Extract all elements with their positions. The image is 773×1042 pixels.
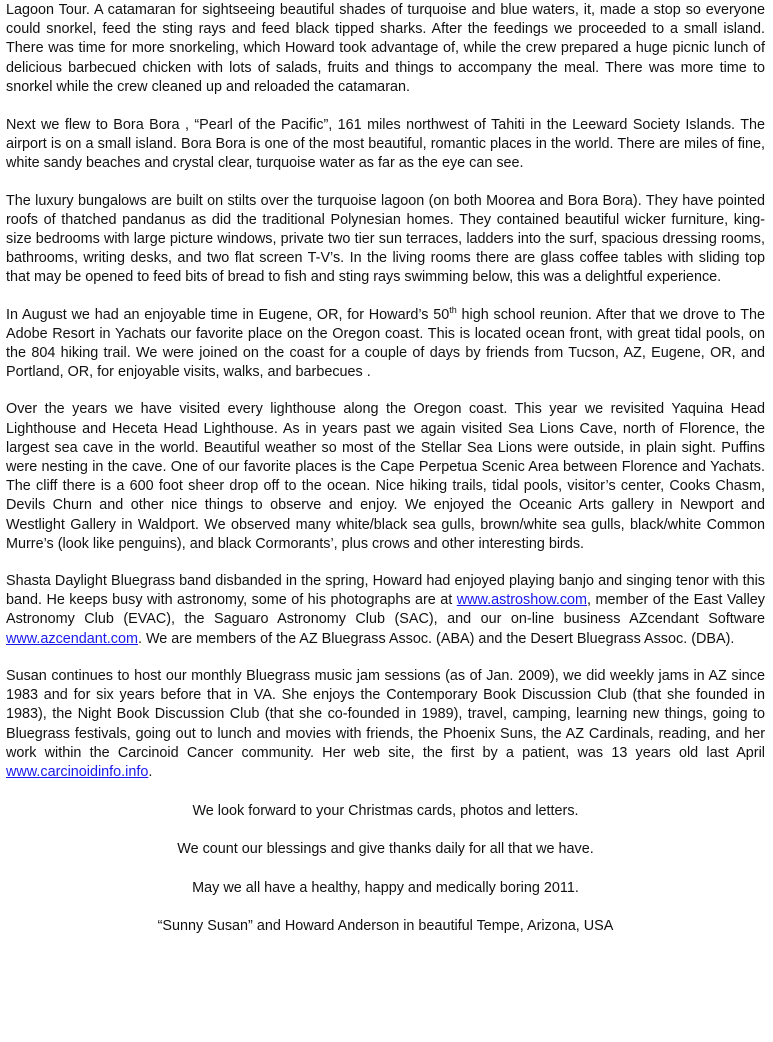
azcendant-link[interactable]: www.azcendant.com	[6, 630, 138, 647]
paragraph-bungalows: The luxury bungalows are built on stilts over the turquoise lagoon (on both Moorea and Bora Bora). They have pointed roofs of thatched pandanus as did the traditional Polynesian homes. They contained beautiful wicker furniture, king-size bedrooms with large picture windows, private two tier sun terraces, ladders into the surf, spacious dressing rooms, bathrooms, writing desks, and two flat screen T-V’s. In the living rooms there are glass coffee tables with sliding top that may be opened to feed bits of bread to fish and sting rays swimming below, this was a delightful experience.	[6, 192, 765, 286]
howard-text-start: Shasta Daylight Bluegrass band disbanded in the spring, Howard had enjoyed playing banjo and singing tenor with this band. He keeps busy with astronomy, some of his photographs are at	[6, 573, 765, 609]
astroshow-link[interactable]: www.astroshow.com	[456, 592, 588, 609]
reunion-text-end: high school reunion. After that we drove to The Adobe Resort in Yachats our favorite place on the Oregon coast. This is located ocean front, with great tidal pools, on the 804 hiking trail. We were joined on the coast for a couple of days by friends from Tucson, AZ, Eugene, OR, and Portland, OR, for enjoyable visits, walks, and barbecues .	[6, 306, 765, 381]
susan-text-end: .	[148, 763, 153, 780]
paragraph-lighthouses: Over the years we have visited every lighthouse along the Oregon coast. This year we revisited Yaquina Head Lighthouse and Heceta Head Lighthouse. As in years past we again visited Sea Lions Cave, north of Florence, the largest sea cave in the world. Beautiful weather so most of the Stellar Sea Lions were outside, in plain sight. Puffins were nesting in the cave. One of our favorite places is the Cape Perpetua Scenic Area between Florence and Yachats. The cliff there is a 600 foot sheer drop off to the ocean. Nice hiking trails, tidal pools, visitor’s center, Cooks Chasm, Devils Churn and other nice things to observe and enjoy. We enjoyed the Oceanic Arts gallery in Newport and Westlight Gallery in Waldport. We observed many white/black sea gulls, brown/white sea gulls, black/white Common Murre’s (look like penguins), and black Cormorants’, plus crows and other interesting birds.	[6, 401, 765, 552]
susan-text-start: Susan continues to host our monthly Bluegrass music jam sessions (as of Jan. 2009), we did weekly jams in AZ since 1983 and for six years before that in VA. She enjoys the Contemporary Book Discussion Club (that she founded in 1983), the Night Book Discussion Club (that she co-founded in 1989), travel, camping, learning new things, going to Bluegrass festivals, going out to lunch and movies with friends, the Phoenix Suns, the AZ Cardinals, reading, and her work within the Carcinoid Cancer community. Her web site, the first by a patient, was 13 years old last April	[6, 667, 765, 761]
reunion-text-start: In August we had an enjoyable time in Eugene, OR, for Howard’s 50	[6, 306, 450, 323]
carcinoidinfo-link[interactable]: www.carcinoidinfo.info	[6, 763, 149, 780]
paragraph-susan-activities	[6, 667, 765, 782]
closing-line-blessings: We count our blessings and give thanks daily for all that we have.	[177, 841, 594, 858]
paragraph-lagoon-tour: Lagoon Tour. A catamaran for sightseeing beautiful shades of turquoise and blue waters, it, made a stop so everyone could snorkel, feed the sting rays and feed black tipped sharks. After the feedings we proceeded to a small island. There was time for more snorkeling, which Howard took advantage of, while the crew prepared a huge picnic lunch of delicious barbecued chicken with lots of salads, fruits and things to accompany the meal. There was more time to snorkel while the crew cleaned up and reloaded the catamaran.	[6, 2, 765, 95]
howard-text-end: . We are members of the AZ Bluegrass Assoc. (ABA) and the Desert Bluegrass Assoc. (DBA).	[137, 630, 735, 647]
ordinal-suffix: th	[449, 304, 457, 315]
paragraph-howard-activities	[6, 572, 765, 649]
closing-line-wishes: May we all have a healthy, happy and medically boring 2011.	[192, 879, 579, 896]
paragraph-eugene-reunion	[6, 306, 765, 383]
closing-line-christmas-cards: We look forward to your Christmas cards, photos and letters.	[192, 803, 579, 820]
signature-line: “Sunny Susan” and Howard Anderson in beautiful Tempe, Arizona, USA	[157, 917, 614, 934]
paragraph-bora-bora: Next we flew to Bora Bora , “Pearl of the Pacific”, 161 miles northwest of Tahiti in the Leeward Society Islands. The airport is on a small island. Bora Bora is one of the most beautiful, romantic places in the world. There are miles of fine, white sandy beaches and crystal clear, turquoise water as far as the eye can see.	[6, 117, 765, 172]
howard-text-middle: , member of the East Valley Astronomy Club (EVAC), the Saguaro Astronomy Club (SAC), and our on-line business AZcendant Software	[6, 592, 765, 628]
